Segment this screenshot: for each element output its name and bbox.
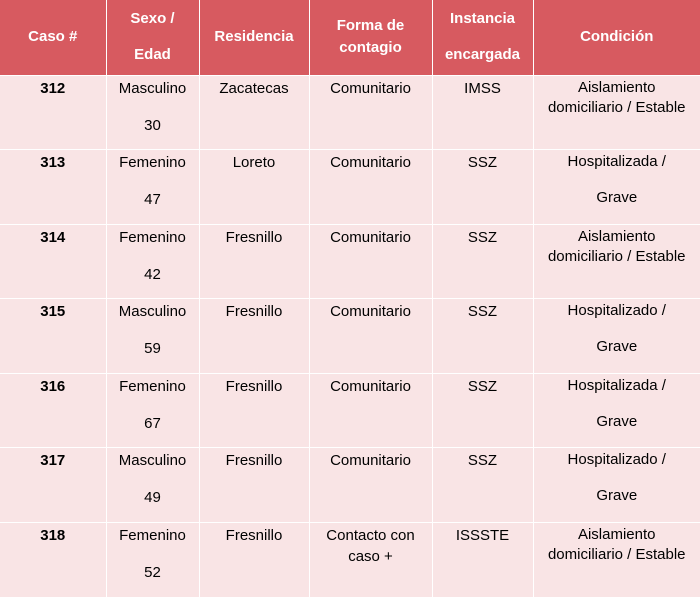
cell-condicion-line2: domiciliario / Estable [547,545,686,563]
cell-sexo: Femenino [119,526,186,544]
cell-residencia: Zacatecas [199,75,309,150]
cell-condicion-line1: Aislamiento [577,227,656,245]
cell-condicion [533,150,700,225]
header-condicion: Condición [533,0,700,75]
cell-instancia: SSZ [432,224,533,299]
cell-sexo-edad [106,373,199,448]
cell-condicion-line2: Grave [596,189,638,206]
header-sexo-line1: Sexo / [130,10,175,28]
header-forma-line1: Forma de [336,17,405,35]
cell-instancia: SSZ [432,150,533,225]
cell-caso: 317 [0,448,106,523]
cell-forma-contagio: Contacto con caso + [309,522,432,597]
cell-caso: 312 [0,75,106,150]
cell-condicion-line2: Grave [596,338,638,355]
cell-condicion-line1: Hospitalizada / [567,376,666,394]
table-row [0,150,700,225]
cell-condicion-line2: Grave [596,412,638,430]
cell-residencia: Fresnillo [199,299,309,374]
cell-instancia: ISSSTE [432,522,533,597]
table-row [0,75,700,150]
header-instancia-line2: encargada [444,46,521,64]
header-sexo-line2: Edad [134,46,171,64]
cell-forma-contagio: Comunitario [309,299,432,374]
cell-forma-contagio: Comunitario [309,150,432,225]
cell-edad: 30 [144,116,161,134]
cell-sexo-edad [106,522,199,597]
cell-sexo: Masculino [118,452,187,469]
cell-edad: 47 [144,191,161,208]
header-row [0,0,700,75]
cell-sexo: Femenino [119,377,186,395]
cell-caso: 316 [0,373,106,448]
table-row [0,299,700,374]
cell-residencia: Loreto [199,150,309,225]
header-instancia-line1: Instancia [449,10,516,28]
header-instancia [432,0,533,75]
cell-condicion [533,522,700,597]
header-forma-contagio [309,0,432,75]
cell-forma-contagio: Comunitario [309,373,432,448]
cell-condicion-line1: Hospitalizado / [567,302,666,319]
table-row [0,224,700,299]
table-row [0,522,700,597]
cell-forma-contagio: Comunitario [309,75,432,150]
cell-sexo: Femenino [119,228,186,246]
table-row [0,373,700,448]
cell-residencia: Fresnillo [199,522,309,597]
table-row [0,448,700,523]
cell-sexo: Masculino [118,79,187,97]
cell-forma-contagio: Comunitario [309,224,432,299]
cell-edad: 49 [144,489,161,506]
cell-edad: 67 [144,414,161,432]
cell-edad: 42 [144,265,161,283]
header-residencia: Residencia [199,0,309,75]
cell-condicion-line1: Aislamiento [577,525,656,543]
cell-sexo-edad [106,299,199,374]
cell-residencia: Fresnillo [199,373,309,448]
cell-instancia: SSZ [432,448,533,523]
cell-edad: 59 [144,340,161,357]
cell-condicion-line1: Aislamiento [577,78,656,96]
cell-condicion-line2: domiciliario / Estable [547,98,686,116]
cell-residencia: Fresnillo [199,224,309,299]
header-forma-line2: contagio [339,39,402,57]
cell-instancia: SSZ [432,373,533,448]
cell-condicion [533,224,700,299]
cell-condicion-line1: Hospitalizada / [567,153,666,170]
cell-condicion-line2: Grave [596,487,638,504]
cell-caso: 314 [0,224,106,299]
cell-condicion-line1: Hospitalizado / [567,451,666,468]
cell-caso: 315 [0,299,106,374]
cell-condicion-line2: domiciliario / Estable [547,247,686,265]
cell-instancia: IMSS [432,75,533,150]
cell-forma-contagio: Comunitario [309,448,432,523]
cell-sexo-edad [106,150,199,225]
cell-caso: 318 [0,522,106,597]
header-sexo-edad [106,0,199,75]
cell-instancia: SSZ [432,299,533,374]
cell-sexo-edad [106,448,199,523]
cell-condicion [533,75,700,150]
header-caso: Caso # [0,0,106,75]
cell-sexo-edad [106,224,199,299]
cell-condicion [533,373,700,448]
cell-condicion [533,448,700,523]
cell-condicion [533,299,700,374]
cell-sexo: Femenino [119,154,186,171]
cell-edad: 52 [144,563,161,581]
cell-sexo-edad [106,75,199,150]
cell-sexo: Masculino [118,303,187,320]
cell-residencia: Fresnillo [199,448,309,523]
cell-caso: 313 [0,150,106,225]
